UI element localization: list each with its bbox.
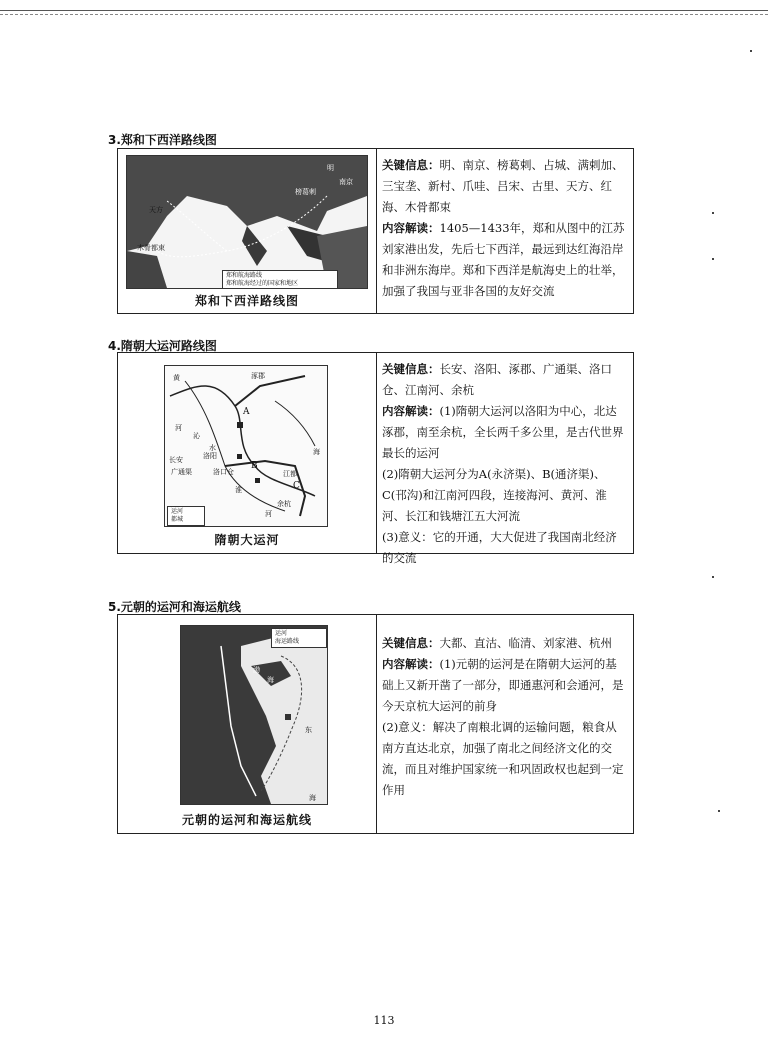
yuan-text-cell [376, 615, 633, 833]
sui-canal-box [117, 352, 634, 565]
yuan-legend-canal: 运河 [275, 630, 288, 637]
key-info-label: 关键信息： [382, 362, 440, 376]
sui-label-c: C [293, 481, 300, 491]
sui-label-shui: 水 [209, 444, 216, 452]
sui-reading [382, 401, 627, 464]
zhenghe-map-cell [118, 149, 377, 313]
sui-legend-capital: 都城 [171, 516, 184, 523]
sui-reading-2: (2)隋朝大运河分为A(永济渠)、B(通济渠)、C(邗沟)和江南河四段，连接海河、黄河、淮河、长江和钱塘江五大河流 [382, 467, 607, 523]
sui-label-he1: 河 [175, 424, 182, 432]
sui-legend-canal: 运河 [171, 508, 184, 515]
yuan-label-hai1: 海 [267, 676, 274, 684]
key-info-label: 关键信息： [382, 636, 440, 650]
reading-label: 内容解读： [382, 221, 440, 235]
reading-label: 内容解读： [382, 657, 440, 671]
sui-label-zhuojun: 涿郡 [251, 372, 265, 380]
zhenghe-map [126, 155, 368, 289]
scan-speck [712, 212, 714, 214]
reading-label: 内容解读： [382, 404, 440, 418]
map-label-tianfang: 天方 [149, 206, 163, 214]
scan-speck [712, 258, 714, 260]
map-label-bangela: 榜葛剌 [295, 188, 316, 196]
sui-label-huang: 黄 [173, 374, 180, 382]
scan-speck [718, 810, 720, 812]
reading-line-1: (1)元朝的运河是在隋朝大运河的基础上又新开凿了一部分，即通惠河和会通河，是今天京杭大运河的前身 [382, 657, 624, 713]
zhenghe-box [117, 148, 634, 314]
yuan-map-drawing [181, 626, 327, 804]
yuan-legend [271, 628, 327, 648]
scan-speck [750, 50, 752, 52]
yuan-caption: 元朝的运河和海运航线 [181, 813, 312, 827]
yuan-label-dong: 东 [305, 726, 312, 734]
yuan-map [180, 625, 328, 805]
legend-places: 郑和航海经过的国家和地区 [226, 280, 299, 287]
yuan-label-bo: 渤 [253, 666, 260, 674]
sui-label-guangtongqu: 广通渠 [171, 468, 192, 476]
yuan-label-hai2: 海 [309, 794, 316, 802]
map-label-mugudushu: 木骨都束 [137, 244, 165, 252]
section-title-yuan-canal: 5.元朝的运河和海运航线 [108, 600, 241, 614]
yuan-reading [382, 654, 627, 717]
zhenghe-caption: 郑和下西洋路线图 [194, 294, 299, 308]
map-label-ming: 明 [327, 164, 334, 172]
sui-label-a: A [243, 407, 250, 417]
zhenghe-key-info [382, 155, 627, 218]
sui-label-hai: 海 [313, 448, 320, 456]
sui-label-changan: 长安 [169, 456, 183, 464]
sui-label-yuhang: 余杭 [277, 500, 291, 508]
zhenghe-legend [222, 270, 338, 289]
sui-map-cell [118, 353, 377, 553]
page-number: 113 [373, 1014, 395, 1027]
scan-speck [712, 576, 714, 578]
zhenghe-reading [382, 218, 627, 302]
sui-map-drawing [165, 366, 327, 526]
section-title-sui-canal: 4.隋朝大运河路线图 [108, 339, 217, 353]
reading-line-1: (1)隋朝大运河以洛阳为中心，北达涿郡，南至余杭，全长两千多公里，是古代世界最长的运河 [382, 404, 624, 460]
sui-label-jiangdu: 江都 [283, 470, 297, 478]
yuan-key-info [382, 633, 627, 654]
yuan-legend-sea: 海运路线 [275, 638, 300, 645]
yuan-reading-2: (2)意义：解决了南粮北调的运输问题，粮食从南方直达北京，加强了南北之间经济文化的交流，而且对维护国家统一和巩固政权也起到一定作用 [382, 720, 624, 797]
top-border-line [0, 10, 768, 11]
sui-map [164, 365, 328, 527]
sui-label-luokoucang: 洛口仓 [213, 468, 234, 476]
sui-label-he2: 河 [265, 510, 272, 518]
key-info-text: 大都、直沽、临清、刘家港、杭州 [439, 636, 612, 650]
sui-text-cell [376, 353, 633, 565]
yuan-canal-box [117, 614, 634, 834]
yuan-map-cell [118, 615, 377, 833]
key-info-text: 明、南京、榜葛剌、占城、满剌加、三宝垄、新村、爪哇、吕宋、古里、天方、红海、木骨都束 [382, 158, 624, 214]
sui-key-info [382, 359, 627, 401]
sui-label-luoyang: 洛阳 [203, 452, 217, 460]
reading-text: 1405—1433年，郑和从图中的江苏刘家港出发，先后七下西洋，最远到达红海沿岸和非洲东海岸。郑和下西洋是航海史上的壮举，加强了我国与亚非各国的友好交流 [382, 221, 625, 298]
legend-route: 郑和航海路线 [226, 272, 263, 279]
top-dashed-line [0, 14, 768, 15]
section-title-zhenghe: 3.郑和下西洋路线图 [108, 133, 217, 147]
sui-caption: 隋朝大运河 [214, 533, 280, 547]
map-label-nanjing: 南京 [339, 178, 353, 186]
sui-label-qin: 沁 [193, 432, 200, 440]
zhenghe-map-drawing [127, 156, 367, 288]
sui-legend [167, 506, 205, 526]
sui-label-b: B [251, 461, 258, 471]
zhenghe-text-cell [376, 149, 633, 313]
key-info-label: 关键信息： [382, 158, 440, 172]
key-info-text: 长安、洛阳、涿郡、广通渠、洛口仓、江南河、余杭 [382, 362, 612, 397]
sui-reading-3: (3)意义：它的开通，大大促进了我国南北经济的交流 [382, 530, 617, 565]
sui-label-huai: 淮 [235, 486, 242, 494]
